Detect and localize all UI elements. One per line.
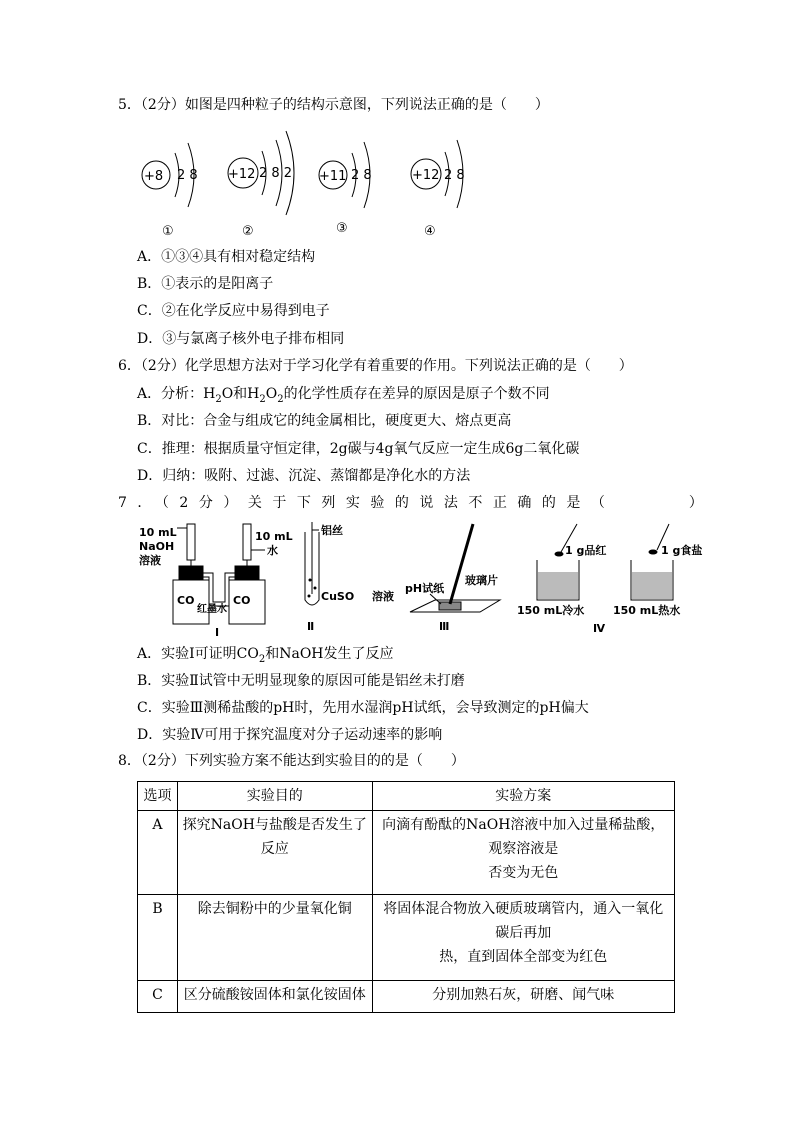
svg-text:150 mL冷水: 150 mL冷水 xyxy=(517,604,585,617)
table-cell-option: B xyxy=(138,895,178,981)
atom-diagram-1 xyxy=(142,143,198,239)
svg-text:pH试纸: pH试纸 xyxy=(405,582,445,595)
svg-text:Ⅳ: Ⅳ xyxy=(593,622,606,635)
table-cell-plan: 分别加熟石灰，研磨、闻气味 xyxy=(372,981,674,1013)
q6-option-d[interactable]: D．归纳：吸附、过滤、沉淀、蒸馏都是净化水的方法 xyxy=(137,468,471,484)
svg-text:溶液: 溶液 xyxy=(139,554,161,567)
atom-diagram-3 xyxy=(319,142,372,236)
atom-3-shells: 2 8 xyxy=(351,168,372,183)
q5-stem: 5．（2分）如图是四种粒子的结构示意图，下列说法正确的是（ ） xyxy=(118,97,549,113)
svg-text:CO: CO xyxy=(233,594,251,607)
svg-text:Ⅱ: Ⅱ xyxy=(307,620,315,633)
experiment-1-figure xyxy=(139,524,293,639)
experiment-3-figure xyxy=(405,524,500,633)
atom-3-label: ③ xyxy=(336,221,348,236)
svg-text:1 g品红: 1 g品红 xyxy=(565,544,607,557)
table-header-cell: 实验方案 xyxy=(372,782,674,811)
svg-text:NaOH: NaOH xyxy=(139,540,175,553)
table-cell-plan: 向滴有酚酞的NaOH溶液中加入过量稀盐酸，观察溶液是 否变为无色 xyxy=(372,811,674,895)
q7-experiment-figure xyxy=(135,520,715,642)
atom-4-shells: 2 8 xyxy=(444,168,465,183)
atom-4-nucleus: +12 xyxy=(412,168,440,183)
svg-text:红墨水: 红墨水 xyxy=(197,604,227,615)
atom-1-shells: 2 8 xyxy=(177,168,198,183)
table-cell-option: A xyxy=(138,811,178,895)
svg-text:1 g食盐: 1 g食盐 xyxy=(661,544,703,557)
q7-option-a[interactable]: A．实验Ⅰ可证明$CO_2$和NaOH发生了反应 xyxy=(137,646,394,665)
svg-text:玻璃片: 玻璃片 xyxy=(465,574,498,587)
svg-text:CO: CO xyxy=(177,594,195,607)
table-cell-goal: 区分硫酸铵固体和氯化铵固体 xyxy=(177,981,372,1013)
svg-text:10 mL: 10 mL xyxy=(139,526,177,539)
q5-option-b[interactable]: B．①表示的是阳离子 xyxy=(137,276,274,292)
q6-option-a[interactable]: A．分析：$H_2O$和$H_2O_2$的化学性质存在差异的原因是原子个数不同 xyxy=(137,386,550,405)
table-row xyxy=(138,981,675,1013)
q7-stem: 7．（2分）关于下列实验的说法不正确的是（ ） xyxy=(118,495,714,511)
svg-text:150 mL热水: 150 mL热水 xyxy=(613,604,681,617)
atom-diagram-4 xyxy=(411,140,465,239)
table-cell-goal: 探究NaOH与盐酸是否发生了反应 xyxy=(177,811,372,895)
atom-2-shells: 2 8 2 xyxy=(259,166,293,181)
table-row xyxy=(138,811,675,895)
svg-text:Ⅲ: Ⅲ xyxy=(439,620,450,633)
q7-option-c[interactable]: C．实验Ⅲ测稀盐酸的pH时，先用水湿润pH试纸，会导致测定的pH偏大 xyxy=(137,700,589,716)
atom-2-nucleus: +12 xyxy=(228,167,256,182)
atom-diagram-2 xyxy=(228,131,294,239)
svg-text:溶液: 溶液 xyxy=(372,590,394,603)
q8-stem: 8．（2分）下列实验方案不能达到实验目的的是（ ） xyxy=(118,753,465,769)
svg-text:铝丝: 铝丝 xyxy=(321,524,343,537)
svg-text:Ⅰ: Ⅰ xyxy=(215,626,220,639)
q6-option-c[interactable]: C．推理：根据质量守恒定律，2g碳与4g氧气反应一定生成6g二氧化碳 xyxy=(137,441,580,457)
q7-option-b[interactable]: B．实验Ⅱ试管中无明显现象的原因可能是铝丝未打磨 xyxy=(137,673,465,689)
table-header-cell: 选项 xyxy=(138,782,178,811)
q5-option-c[interactable]: C．②在化学反应中易得到电子 xyxy=(137,303,330,319)
q6-stem: 6．（2分）化学思想方法对于学习化学有着重要的作用。下列说法正确的是（ ） xyxy=(118,358,633,374)
table-cell-plan: 将固体混合物放入硬质玻璃管内，通入一氧化碳后再加 热，直到固体全部变为红色 xyxy=(372,895,674,981)
q7-option-d[interactable]: D．实验Ⅳ可用于探究温度对分子运动速率的影响 xyxy=(137,727,443,743)
q5-option-d[interactable]: D．③与氯离子核外电子排布相同 xyxy=(137,331,345,347)
table-cell-goal: 除去铜粉中的少量氧化铜 xyxy=(177,895,372,981)
experiment-2-figure xyxy=(305,522,394,633)
svg-text:10 mL: 10 mL xyxy=(255,530,293,543)
atom-2-label: ② xyxy=(242,224,254,239)
svg-text:CuSO: CuSO xyxy=(321,590,355,603)
atom-4-label: ④ xyxy=(424,224,436,239)
table-header-row xyxy=(138,782,675,811)
q8-plan-table xyxy=(137,781,675,1013)
q6-option-b[interactable]: B．对比：合金与组成它的纯金属相比，硬度更大、熔点更高 xyxy=(137,413,512,429)
experiment-4-figure xyxy=(517,524,702,635)
svg-text:水: 水 xyxy=(267,544,278,557)
atom-1-label: ① xyxy=(162,224,174,239)
atom-1-nucleus: +8 xyxy=(144,169,164,184)
q5-option-a[interactable]: A．①③④具有相对稳定结构 xyxy=(137,249,316,265)
table-cell-option: C xyxy=(138,981,178,1013)
atom-3-nucleus: +11 xyxy=(319,169,347,184)
atom-structure-figure xyxy=(130,128,490,243)
table-row xyxy=(138,895,675,981)
table-header-cell: 实验目的 xyxy=(177,782,372,811)
